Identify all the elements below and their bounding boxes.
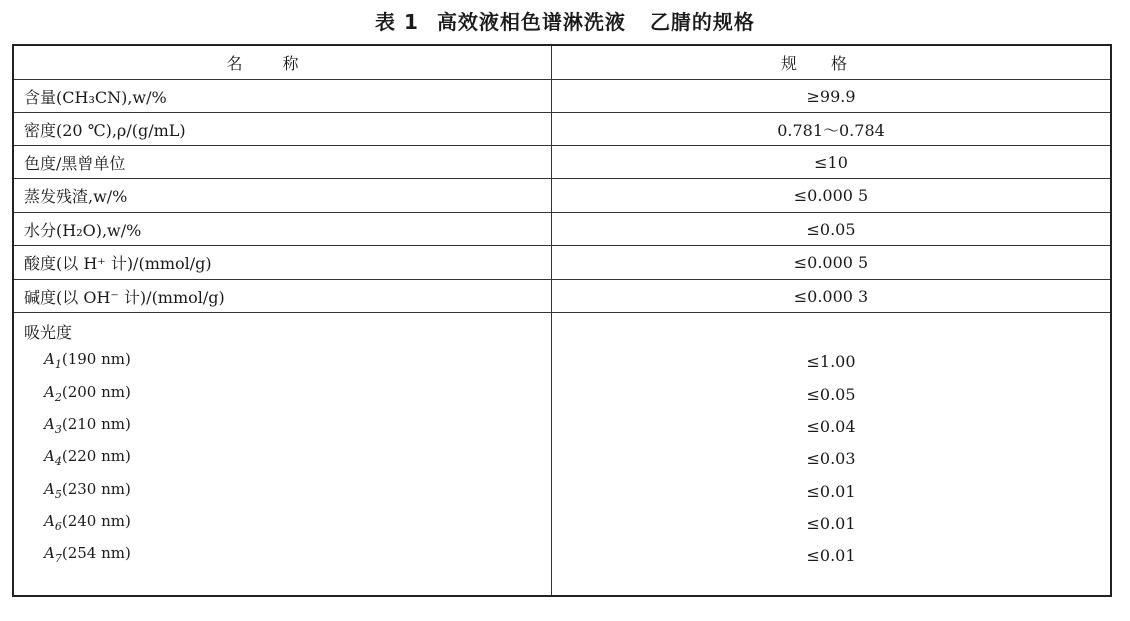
table-row bbox=[14, 280, 1110, 313]
table-row bbox=[14, 146, 1110, 179]
table-title bbox=[0, 6, 1130, 35]
absorbance-item-label: $A_3(210$ nm) bbox=[44, 415, 131, 436]
row-value: ≤0.05 bbox=[806, 219, 856, 239]
absorbance-item-value: ≤0.03 bbox=[806, 449, 856, 468]
row-label: 含量(CH₃CN),w/% bbox=[24, 87, 167, 107]
absorbance-item-value: ≤0.01 bbox=[806, 482, 856, 501]
absorbance-item-label: $A_6(240$ nm) bbox=[44, 512, 131, 533]
row-label: 酸度(以 H⁺ 计)/(mmol/g) bbox=[24, 254, 212, 273]
row-value: ≤0.000 5 bbox=[793, 253, 869, 272]
table-row bbox=[14, 246, 1110, 280]
table-number: 表 1 bbox=[375, 10, 419, 34]
absorbance-item-value: ≤1.00 bbox=[806, 352, 856, 371]
row-label: 蒸发残渣,w/% bbox=[24, 187, 128, 206]
table-row bbox=[14, 179, 1110, 213]
absorbance-item-label: $A_4(220$ nm) bbox=[44, 447, 131, 468]
spec-table bbox=[12, 44, 1112, 597]
table-row bbox=[14, 113, 1110, 146]
row-value: 0.781～0.784 bbox=[777, 120, 885, 140]
absorbance-item-value: ≤0.01 bbox=[806, 514, 856, 533]
absorbance-item-label: $A_5(230$ nm) bbox=[44, 480, 131, 501]
header-name: 名称 bbox=[226, 54, 339, 73]
absorbance-item-label: $A_7(254$ nm) bbox=[44, 544, 131, 565]
row-value: ≤0.000 5 bbox=[793, 186, 869, 205]
row-value: ≥99.9 bbox=[806, 86, 856, 106]
row-label: 水分(H₂O),w/% bbox=[24, 220, 142, 240]
absorbance-item-value: ≤0.04 bbox=[806, 417, 856, 436]
absorbance-label: 吸光度 bbox=[24, 323, 73, 342]
table-row bbox=[14, 80, 1110, 113]
row-label: 密度(20 ℃),ρ/(g/mL) bbox=[24, 120, 186, 140]
absorbance-item-value: ≤0.05 bbox=[806, 385, 856, 404]
title-text-2: 乙腈的规格 bbox=[649, 10, 755, 34]
row-label: 碱度(以 OH⁻ 计)/(mmol/g) bbox=[24, 287, 225, 307]
absorbance-item-label: $A_1(190$ nm) bbox=[44, 350, 131, 371]
row-value: ≤0.000 3 bbox=[793, 286, 869, 306]
absorbance-item-label: $A_2(200$ nm) bbox=[44, 383, 131, 404]
absorbance-row bbox=[14, 313, 1110, 595]
row-label: 色度/黑曾单位 bbox=[24, 153, 126, 173]
header-row bbox=[14, 46, 1110, 80]
absorbance-item-value: ≤0.01 bbox=[806, 546, 856, 565]
row-value: ≤10 bbox=[814, 152, 848, 172]
title-text-1: 高效液相色谱淋洗液 bbox=[436, 10, 626, 34]
header-spec: 规格 bbox=[780, 54, 881, 73]
table-row bbox=[14, 213, 1110, 246]
